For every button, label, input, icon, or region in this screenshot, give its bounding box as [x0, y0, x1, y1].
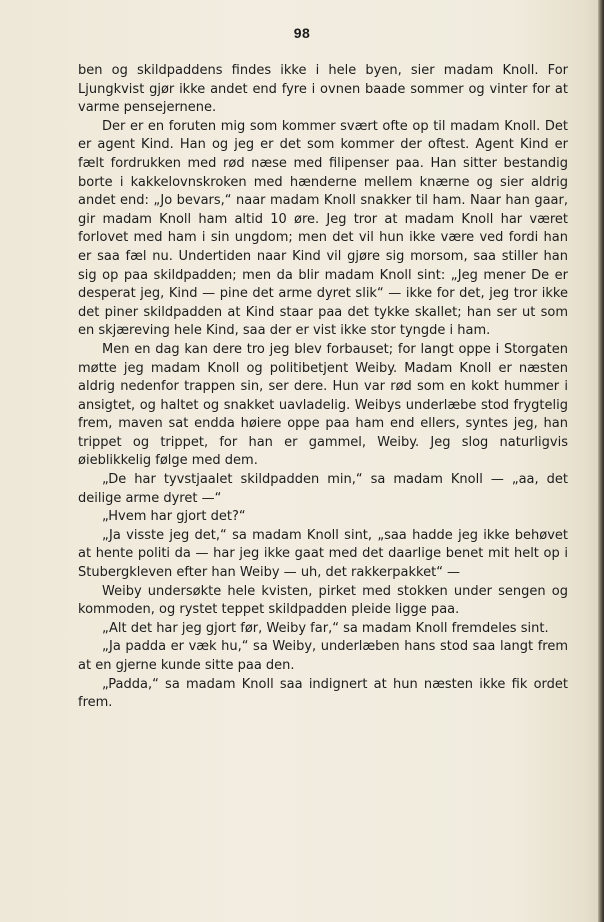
paragraph: „Ja visste jeg det,“ sa madam Knoll sint, „saa hadde jeg ikke behøvet at hente politi da — har jeg ikke gaat med det daarlige benet mit helt op i Stubergkleven efter han Weiby — uh, det rakkerpakket“ —: [78, 527, 568, 581]
page-number: 98: [293, 25, 311, 41]
body-text: [78, 62, 568, 713]
paragraph: Men en dag kan dere tro jeg blev forbauset; for langt oppe i Storgaten møtte jeg madam Knoll og politibetjent Weiby. Madam Knoll er næsten aldrig nedenfor trappen sin, ser dere. Hun var rød som en kokt hummer i ansigtet, og haltet og snakket uavladelig. Weibys underlæbe stod frygtelig frem, maven sat endda høiere oppe paa ham end ellers, syntes jeg, han trippet og trippet, for han er gammel, Weiby. Jeg slog naturligvis øieblikkelig følge med dem.: [78, 341, 568, 469]
paragraph: „Hvem har gjort det?“: [102, 509, 246, 525]
paragraph: „Padda,“ sa madam Knoll saa indignert at hun næsten ikke fik ordet frem.: [78, 676, 568, 711]
paragraph: Weiby undersøkte hele kvisten, pirket med stokken under sengen og kommoden, og rystet teppet skildpadden pleide ligge paa.: [78, 583, 568, 618]
paragraph: „Alt det har jeg gjort før, Weiby far,“ sa madam Knoll fremdeles sint.: [102, 620, 549, 636]
paragraph: Der er en foruten mig som kommer svært ofte op til madam Knoll. Det er agent Kind. Han og jeg er det som kommer der oftest. Agent Kind er fælt fordrukken med rød næse med filipenser paa. Han sitter bestandig borte i kakkelovnskroken med hænderne mellem knærne og sier aldrig andet end: „Jo bevars,“ naar madam Knoll snakker til ham. Naar han gaar, gir madam Knoll ham altid 10 øre. Jeg tror at madam Knoll har været forlovet med ham i sin ungdom; men det vil hun ikke være ved fordi han er saa fæl nu. Undertiden naar Kind vil gjøre sig morsom, saa stiller han sig op paa skildpadden; men da blir madam Knoll sint: „Jeg mener De er desperat jeg, Kind — pine det arme dyret slik“ — ikke for det, jeg tror ikke det piner skildpadden at Kind staar paa det tykke skallet; han ser ut som en skjæreving hele Kind, saa der er vist ikke stor tyngde i ham.: [78, 118, 568, 339]
paragraph: ben og skildpaddens findes ikke i hele byen, sier madam Knoll. For Ljungkvist gjør ikke andet end fyre i ovnen baade sommer og vinter for at varme pensejernene.: [78, 63, 568, 116]
paragraph: „De har tyvstjaalet skildpadden min,“ sa madam Knoll — „aa, det deilige arme dyret —“: [78, 472, 568, 506]
page-edge-shadow: [598, 0, 604, 922]
paragraph: „Ja padda er væk hu,“ sa Weiby, underlæben hans stod saa langt frem at en gjerne kunde sitte paa den.: [78, 639, 568, 673]
